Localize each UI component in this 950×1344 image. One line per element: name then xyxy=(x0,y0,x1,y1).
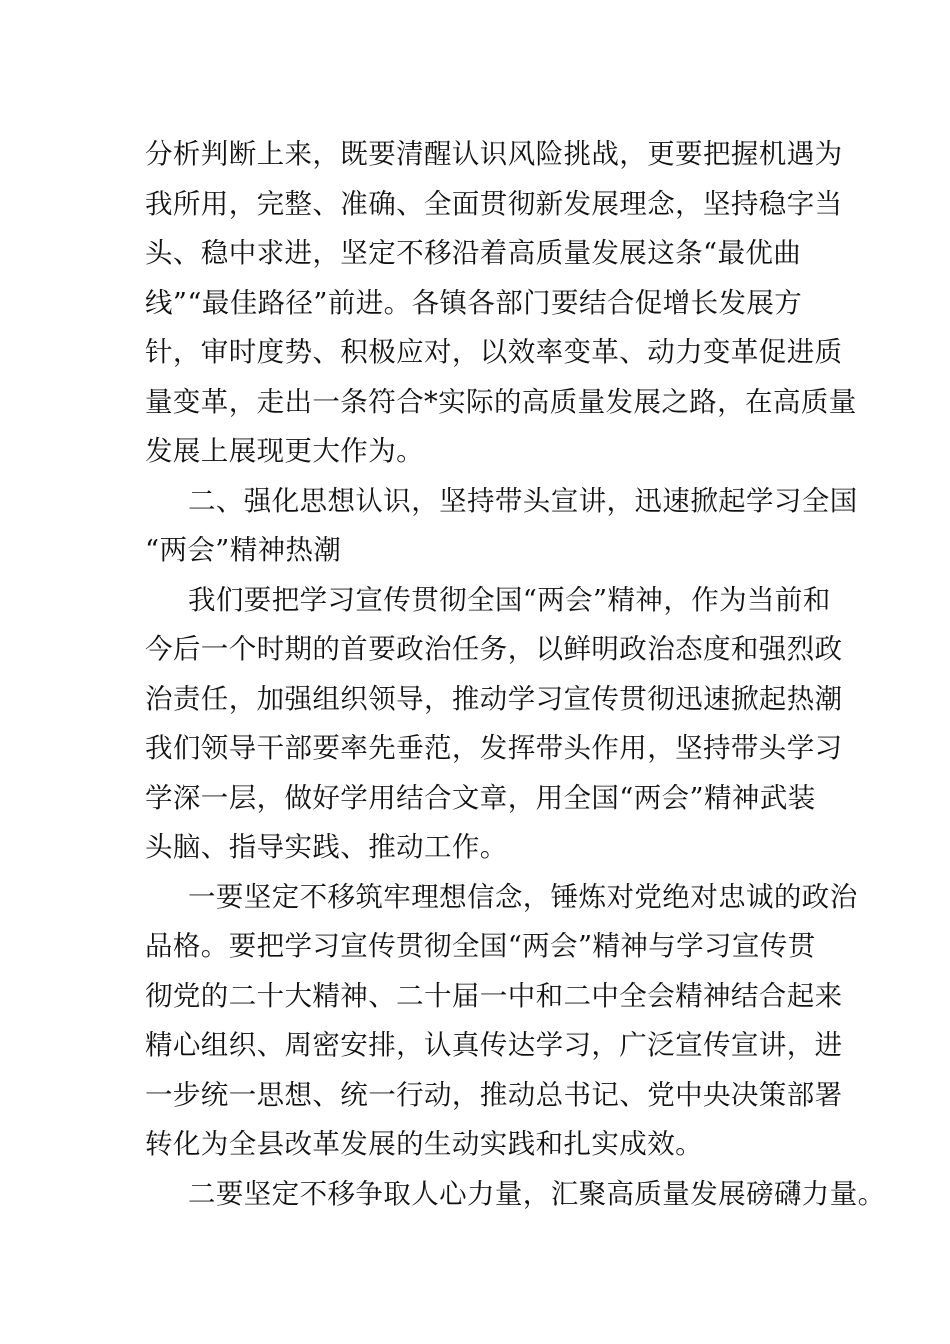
text-line: 我所用，完整、准确、全面贯彻新发展理念，坚持稳字当 xyxy=(145,188,843,220)
text-line: 我们领导干部要率先垂范，发挥带头作用，坚持带头学习 xyxy=(145,732,843,764)
text-line: 品格。要把学习宣传贯彻全国“两会”精神与学习宣传贯 xyxy=(145,930,816,962)
text-line: 分析判断上来，既要清醒认识风险挑战，更要把握机遇为 xyxy=(145,138,843,170)
paragraph-first-line: 我们要把学习宣传贯彻全国“两会”精神，作为当前和 xyxy=(188,584,831,616)
text-line: 头、稳中求进，坚定不移沿着高质量发展这条“最优曲 xyxy=(145,237,802,269)
text-line: 彻党的二十大精神、二十届一中和二中全会精神结合起来 xyxy=(145,980,843,1012)
text-line: 针，审时度势、积极应对，以效率变革、动力变革促进质 xyxy=(145,336,843,368)
paragraph-first-line: 二要坚定不移争取人心力量，汇聚高质量发展磅礴力量。 xyxy=(188,1178,886,1210)
section-heading-continued: “两会”精神热潮 xyxy=(145,534,342,566)
text-line: 精心组织、周密安排，认真传达学习，广泛宣传宣讲，进 xyxy=(145,1029,843,1061)
text-line: 头脑、指导实践、推动工作。 xyxy=(145,831,508,863)
text-line: 线”“最佳路径”前进。各镇各部门要结合促增长发展方 xyxy=(145,287,803,319)
text-line: 今后一个时期的首要政治任务，以鲜明政治态度和强烈政 xyxy=(145,633,843,665)
text-line: 转化为全县改革发展的生动实践和扎实成效。 xyxy=(145,1128,703,1160)
section-heading: 二、强化思想认识，坚持带头宣讲，迅速掀起学习全国 xyxy=(188,485,858,517)
text-line: 一步统一思想、统一行动，推动总书记、党中央决策部署 xyxy=(145,1079,843,1111)
text-line: 学深一层，做好学用结合文章，用全国“两会”精神武装 xyxy=(145,782,816,814)
text-line: 量变革，走出一条符合*实际的高质量发展之路，在高质量 xyxy=(145,386,857,418)
text-line: 治责任，加强组织领导，推动学习宣传贯彻迅速掀起热潮 xyxy=(145,683,843,715)
text-line: 发展上展现更大作为。 xyxy=(145,435,424,467)
paragraph-first-line: 一要坚定不移筑牢理想信念，锤炼对党绝对忠诚的政治 xyxy=(188,881,858,913)
